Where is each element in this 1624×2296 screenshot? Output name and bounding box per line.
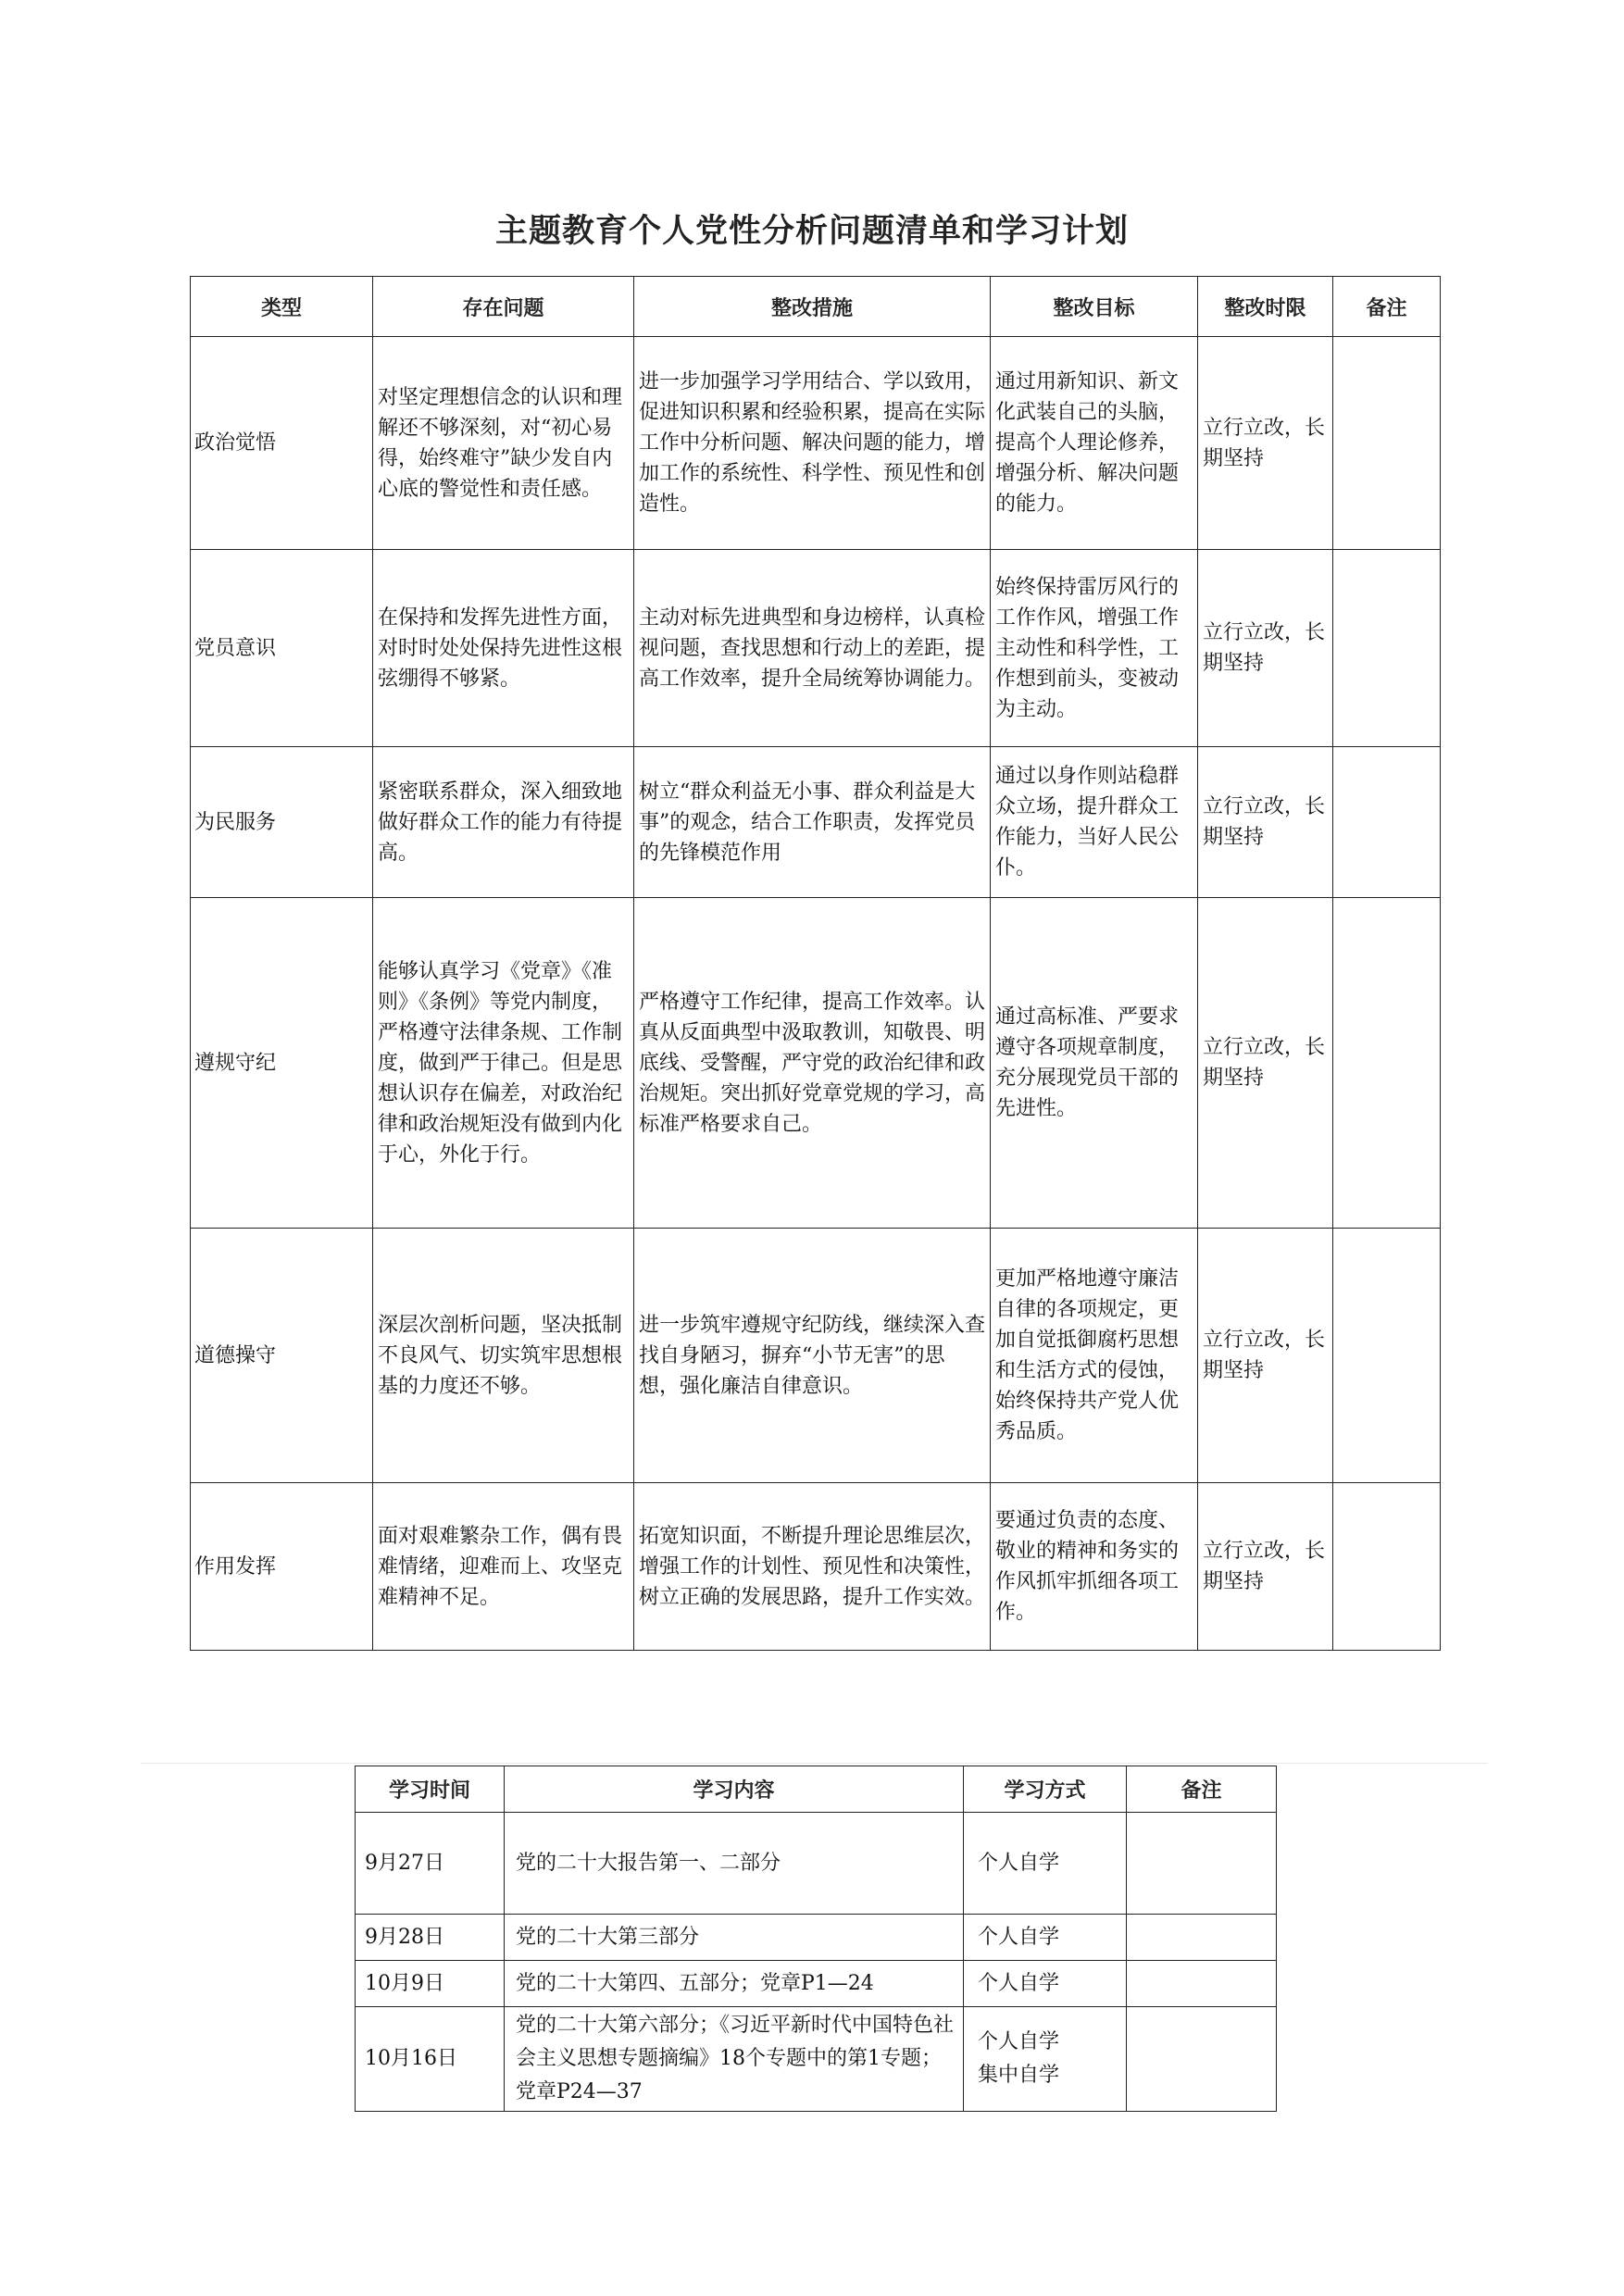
row-deadline: 立行立改，长期坚持 (1198, 550, 1333, 747)
row-deadline: 立行立改，长期坚持 (1198, 747, 1333, 898)
header-study-content: 学习内容 (505, 1766, 964, 1813)
page-title: 主题教育个人党性分析问题清单和学习计划 (494, 213, 1129, 250)
header-problem: 存在问题 (373, 277, 634, 337)
header-study-method: 学习方式 (964, 1766, 1127, 1813)
row-measure: 严格遵守工作纪律，提高工作效率。认真从反面典型中汲取教训，知敬畏、明底线、受警醒，严守党的政治纪律和政治规矩。突出抓好党章党规的学习，高标准严格要求自己。 (634, 898, 991, 1229)
row-measure: 进一步筑牢遵规守纪防线，继续深入查找自身陋习，摒弃“小节无害”的思想，强化廉洁自律意识。 (634, 1229, 991, 1483)
table-row (191, 550, 1441, 747)
row-problem: 面对艰难繁杂工作，偶有畏难情绪，迎难而上、攻坚克难精神不足。 (373, 1483, 634, 1651)
section-divider (141, 1763, 1488, 1764)
row-deadline: 立行立改，长期坚持 (1198, 1483, 1333, 1651)
table-row (191, 1483, 1441, 1651)
table-row (191, 1229, 1441, 1483)
study-content: 党的二十大第三部分 (505, 1915, 964, 1961)
row-deadline: 立行立改，长期坚持 (1198, 898, 1333, 1229)
row-goal: 通过用新知识、新文化武装自己的头脑，提高个人理论修养，增强分析、解决问题的能力。 (991, 337, 1198, 550)
row-deadline: 立行立改，长期坚持 (1198, 1229, 1333, 1483)
study-note (1127, 2007, 1277, 2112)
header-deadline: 整改时限 (1198, 277, 1333, 337)
row-goal: 更加严格地遵守廉洁自律的各项规定，更加自觉抵御腐朽思想和生活方式的侵蚀，始终保持共产党人优秀品质。 (991, 1229, 1198, 1483)
study-content: 党的二十大第六部分；《习近平新时代中国特色社会主义思想专题摘编》18个专题中的第1专题；党章P24—37 (505, 2007, 964, 2112)
study-method-item: 集中自学 (978, 2064, 1060, 2087)
header-study-time: 学习时间 (356, 1766, 505, 1813)
table-row (191, 747, 1441, 898)
study-header-row (356, 1766, 1277, 1813)
study-method (964, 2007, 1127, 2112)
row-note (1333, 898, 1441, 1229)
study-content: 党的二十大报告第一、二部分 (505, 1813, 964, 1915)
row-goal: 通过以身作则站稳群众立场，提升群众工作能力，当好人民公仆。 (991, 747, 1198, 898)
table-row (191, 337, 1441, 550)
row-goal: 要通过负责的态度、敬业的精神和务实的作风抓牢抓细各项工作。 (991, 1483, 1198, 1651)
row-type: 政治觉悟 (191, 337, 373, 550)
problems-header-row (191, 277, 1441, 337)
study-method: 个人自学 (964, 1813, 1127, 1915)
row-problem: 在保持和发挥先进性方面，对时时处处保持先进性这根弦绷得不够紧。 (373, 550, 634, 747)
study-date: 10月16日 (356, 2007, 505, 2112)
row-measure: 树立“群众利益无小事、群众利益是大事”的观念，结合工作职责，发挥党员的先锋模范作用 (634, 747, 991, 898)
study-note (1127, 1813, 1277, 1915)
row-measure: 主动对标先进典型和身边榜样，认真检视问题，查找思想和行动上的差距，提高工作效率，提升全局统筹协调能力。 (634, 550, 991, 747)
row-type: 道德操守 (191, 1229, 373, 1483)
study-plan-table (355, 1766, 1277, 2112)
row-note (1333, 337, 1441, 550)
row-note (1333, 550, 1441, 747)
study-content: 党的二十大第四、五部分；党章P1—24 (505, 1961, 964, 2007)
study-date: 9月28日 (356, 1915, 505, 1961)
row-type: 党员意识 (191, 550, 373, 747)
table-row (356, 1961, 1277, 2007)
row-problem: 能够认真学习《党章》《准则》《条例》等党内制度，严格遵守法律条规、工作制度，做到严于律己。但是思想认识存在偏差，对政治纪律和政治规矩没有做到内化于心，外化于行。 (373, 898, 634, 1229)
row-measure: 进一步加强学习学用结合、学以致用，促进知识积累和经验积累，提高在实际工作中分析问题、解决问题的能力，增加工作的系统性、科学性、预见性和创造性。 (634, 337, 991, 550)
row-note (1333, 747, 1441, 898)
row-goal: 通过高标准、严要求遵守各项规章制度，充分展现党员干部的先进性。 (991, 898, 1198, 1229)
problems-table (190, 276, 1441, 1651)
table-row (356, 1813, 1277, 1915)
row-type: 遵规守纪 (191, 898, 373, 1229)
header-goal: 整改目标 (991, 277, 1198, 337)
table-row (191, 898, 1441, 1229)
header-measure: 整改措施 (634, 277, 991, 337)
row-problem: 对坚定理想信念的认识和理解还不够深刻，对“初心易得，始终难守”缺少发自内心底的警觉性和责任感。 (373, 337, 634, 550)
row-note (1333, 1229, 1441, 1483)
study-method-item: 个人自学 (978, 2030, 1060, 2053)
study-note (1127, 1961, 1277, 2007)
header-type: 类型 (191, 277, 373, 337)
row-measure: 拓宽知识面，不断提升理论思维层次，增强工作的计划性、预见性和决策性，树立正确的发展思路，提升工作实效。 (634, 1483, 991, 1651)
row-note (1333, 1483, 1441, 1651)
study-note (1127, 1915, 1277, 1961)
study-date: 10月9日 (356, 1961, 505, 2007)
study-date: 9月27日 (356, 1813, 505, 1915)
row-problem: 紧密联系群众，深入细致地做好群众工作的能力有待提高。 (373, 747, 634, 898)
row-type: 作用发挥 (191, 1483, 373, 1651)
study-method: 个人自学 (964, 1915, 1127, 1961)
study-method: 个人自学 (964, 1961, 1127, 2007)
row-deadline: 立行立改，长期坚持 (1198, 337, 1333, 550)
row-problem: 深层次剖析问题，坚决抵制不良风气、切实筑牢思想根基的力度还不够。 (373, 1229, 634, 1483)
table-row (356, 1915, 1277, 1961)
row-type: 为民服务 (191, 747, 373, 898)
header-study-note: 备注 (1127, 1766, 1277, 1813)
row-goal: 始终保持雷厉风行的工作作风，增强工作主动性和科学性，工作想到前头，变被动为主动。 (991, 550, 1198, 747)
header-note: 备注 (1333, 277, 1441, 337)
table-row (356, 2007, 1277, 2112)
